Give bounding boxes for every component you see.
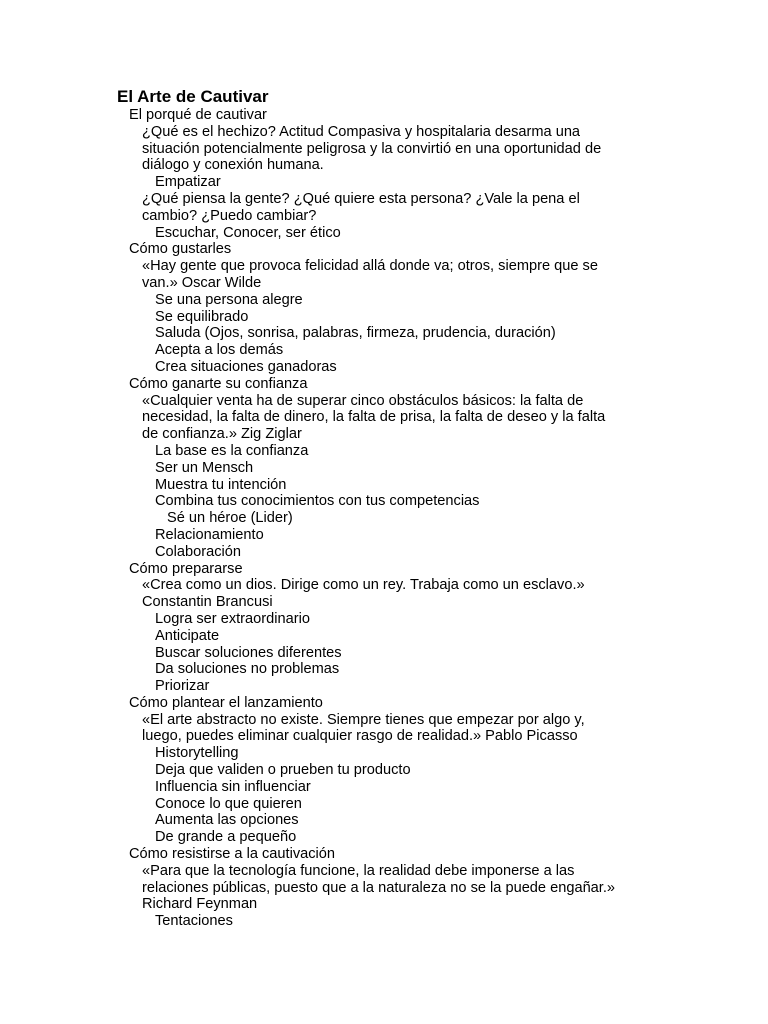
outline-line-level-3: Influencia sin influenciar (155, 778, 311, 795)
outline-line-level-3: Saluda (Ojos, sonrisa, palabras, firmeza, prudencia, duración) (155, 325, 556, 342)
outline-line-level-1: Cómo ganarte su confianza (129, 375, 308, 392)
outline-line-level-3: Combina tus conocimientos con tus competencias (155, 493, 480, 510)
outline-line-level-2: necesidad, la falta de dinero, la falta de prisa, la falta de deseo y la falta (142, 409, 606, 426)
outline-line-level-2: Constantin Brancusi (142, 594, 273, 611)
document-title: El Arte de Cautivar (117, 87, 269, 106)
outline-line-level-2: relaciones públicas, puesto que a la naturaleza no se la puede engañar.» (142, 879, 616, 896)
outline-line-level-3: Ser un Mensch (155, 459, 254, 476)
outline-line-level-2: van.» Oscar Wilde (142, 274, 262, 291)
outline-line-level-1: Cómo resistirse a la cautivación (129, 846, 336, 863)
outline-line-level-3: Conoce lo que quieren (155, 795, 302, 812)
outline-line-level-3: Empatizar (155, 174, 221, 191)
outline-line-level-3: Acepta a los demás (155, 342, 284, 359)
outline-line-level-2: «El arte abstracto no existe. Siempre tienes que empezar por algo y, (142, 711, 585, 728)
outline-line-level-2: «Crea como un dios. Dirige como un rey. Trabaja como un esclavo.» (142, 577, 585, 594)
outline-line-level-2: ¿Qué es el hechizo? Actitud Compasiva y hospitalaria desarma una (142, 123, 581, 140)
outline-line-level-2: situación potencialmente peligrosa y la convirtió en una oportunidad de (142, 140, 602, 157)
outline-line-level-3: Relacionamiento (155, 526, 264, 543)
outline-line-level-3: Se una persona alegre (155, 291, 303, 308)
outline-line-level-3: Da soluciones no problemas (155, 661, 340, 678)
outline-line-level-3: La base es la confianza (155, 442, 309, 459)
outline-line-level-2: luego, puedes eliminar cualquier rasgo de realidad.» Pablo Picasso (142, 728, 578, 745)
outline-line-level-4: Sé un héroe (Lider) (167, 510, 293, 527)
outline-line-level-2: «Para que la tecnología funcione, la realidad debe imponerse a las (142, 862, 575, 879)
outline-line-level-2: de confianza.» Zig Ziglar (142, 426, 302, 443)
outline-line-level-2: «Hay gente que provoca felicidad allá donde va; otros, siempre que se (142, 258, 598, 275)
outline-line-level-3: Muestra tu intención (155, 476, 287, 493)
outline-line-level-3: Buscar soluciones diferentes (155, 644, 342, 661)
outline-line-level-1: Cómo plantear el lanzamiento (129, 694, 323, 711)
outline-line-level-3: Historytelling (155, 745, 239, 762)
outline-line-level-3: Logra ser extraordinario (155, 610, 310, 627)
outline-line-level-2: Richard Feynman (142, 896, 258, 913)
outline-line-level-3: Aumenta las opciones (155, 812, 299, 829)
outline-line-level-1: El porqué de cautivar (129, 107, 267, 123)
outline-line-level-3: Colaboración (155, 543, 241, 560)
outline-line-level-2: ¿Qué piensa la gente? ¿Qué quiere esta persona? ¿Vale la pena el (142, 190, 580, 207)
outline-line-level-3: Crea situaciones ganadoras (155, 358, 337, 375)
outline-line-level-1: Cómo prepararse (129, 560, 243, 577)
outline-line-level-2: «Cualquier venta ha de superar cinco obstáculos básicos: la falta de (142, 392, 584, 409)
outline-line-level-3: Se equilibrado (155, 308, 249, 325)
outline-line-level-3: Deja que validen o prueben tu producto (155, 762, 411, 779)
outline-line-level-2: diálogo y conexión humana. (142, 157, 324, 174)
outline-line-level-3: Priorizar (155, 678, 210, 695)
outline-line-level-3: Tentaciones (155, 913, 233, 930)
outline-line-level-3: De grande a pequeño (155, 829, 297, 846)
outline-line-level-1: Cómo gustarles (129, 241, 232, 258)
outline-line-level-2: cambio? ¿Puedo cambiar? (142, 207, 317, 224)
outline-line-level-3: Escuchar, Conocer, ser ético (155, 224, 341, 241)
outline-line-level-3: Anticipate (155, 627, 220, 644)
outline-list (0, 107, 768, 930)
